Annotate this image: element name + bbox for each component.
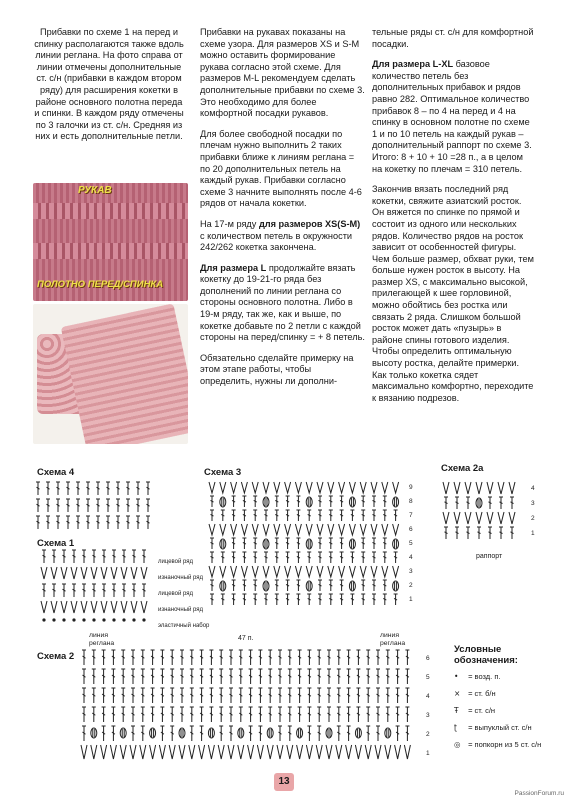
legend-item bbox=[454, 723, 554, 732]
stitch-v bbox=[252, 566, 258, 577]
popcorn-symbol bbox=[91, 728, 97, 738]
stitch-v bbox=[248, 745, 254, 759]
legend-text: = ст. б/н bbox=[466, 689, 496, 698]
popcorn-symbol bbox=[306, 581, 312, 591]
p3-part-a: На 17-м ряду bbox=[200, 218, 259, 229]
stitch-v bbox=[498, 482, 504, 494]
legend-text: = попкорн из 5 ст. с/н bbox=[466, 740, 542, 749]
stitch-v bbox=[382, 524, 388, 535]
stitch-v bbox=[487, 482, 493, 494]
schema2a-row-number: 1 bbox=[531, 530, 535, 537]
p1-part-b: базовое количество петель без дополнительных прибавок и рядов равно 282. Оптимальное количество прибавок 8 – по 4 на перед и 4 на спинку в основном полотне по схеме 1 и по 10 петель на каждый рукав – дополнительный раппорт по схеме 3. Итого: 8 + 10 + 10 =28 п., а в целом на кокетку по плечам = 310 петель. bbox=[372, 59, 532, 174]
schema4-diagram bbox=[34, 480, 156, 535]
stitch-v bbox=[241, 566, 247, 577]
stitch-v bbox=[316, 745, 322, 759]
column3-p1 bbox=[372, 59, 534, 175]
column2-p1: Прибавки на рукавах показаны на схеме узора. Для размеров XS и S-M можно оставить формирование рукава согласно этой схеме. Для размеров M-L рекомендуем сделать дополнительные прибавки по схеме 3. Это необходимо для более комфортной посадки рукавов. bbox=[200, 27, 365, 119]
schema3-row-number: 6 bbox=[409, 526, 413, 533]
stitch-v bbox=[487, 512, 493, 524]
stitch-v bbox=[110, 745, 116, 759]
p3-part-c: с количеством петель в окружности 242/262 кокетка закончена. bbox=[200, 230, 353, 253]
chain-dot bbox=[53, 619, 55, 621]
popcorn-symbol bbox=[306, 539, 312, 549]
stitch-v bbox=[238, 745, 244, 759]
legend-symbol-icon: • bbox=[454, 672, 459, 681]
stitch-v bbox=[509, 482, 515, 494]
stitch-v bbox=[454, 512, 460, 524]
stitch-v bbox=[209, 482, 215, 493]
stitch-v bbox=[159, 745, 165, 759]
schema3-row-number: 8 bbox=[409, 498, 413, 505]
site-watermark: PassionForum.ru bbox=[514, 790, 564, 797]
stitch-v bbox=[443, 512, 449, 524]
page-number: 13 bbox=[274, 773, 294, 791]
stitch-v bbox=[263, 482, 269, 493]
column2-p5: Обязательно сделайте примерку на этом этапе работы, чтобы определить, нужны ли дополни- bbox=[200, 352, 354, 387]
photo-yoke-closeup bbox=[33, 183, 188, 301]
stitch-v bbox=[169, 745, 175, 759]
schema2-row-number: 6 bbox=[426, 655, 430, 662]
column3-p2: Закончив вязать последний ряд кокетки, свяжите азиатский росток. Он вяжется по спинке по прямой и состоит из одного или нескольких рядов. Количество рядов на росток зависит от особенностей фигуры. Чем больше размер, обхват руки, тем больше нужен росток в высоту. На размер XS, с максимально высокой, прилегающей к шее горловиной, можно обойтись без ростка или связать 2 ряда. Слишком большой росток может дать «пузырь» в районе спины готового изделия. Чтобы определить оптимальную высоту ростка, делайте примерки. Как только кокетка сядет максимально комфортно, переходите к вязанию подрезов. bbox=[372, 184, 534, 403]
schema2-row-number: 2 bbox=[426, 731, 430, 738]
popcorn-symbol bbox=[349, 581, 355, 591]
popcorn-symbol bbox=[263, 539, 269, 549]
schema2a-caption: раппорт bbox=[476, 553, 503, 560]
stitch-v bbox=[257, 745, 263, 759]
stitch-v bbox=[295, 524, 301, 535]
legend-symbol-icon: ◎ bbox=[454, 740, 461, 749]
photo-band bbox=[33, 203, 188, 219]
popcorn-symbol bbox=[393, 539, 399, 549]
stitch-v bbox=[349, 566, 355, 577]
popcorn-symbol bbox=[220, 539, 226, 549]
stitch-v bbox=[140, 745, 146, 759]
column3-text bbox=[372, 27, 534, 413]
chain-dot bbox=[93, 619, 95, 621]
stitch-v bbox=[218, 745, 224, 759]
chain-dot bbox=[113, 619, 115, 621]
schema2a-title: Схема 2a bbox=[441, 463, 484, 474]
stitch-v bbox=[252, 482, 258, 493]
stitch-v bbox=[41, 567, 47, 579]
schema2a-row-number: 3 bbox=[531, 500, 535, 507]
stitch-v bbox=[328, 566, 334, 577]
stitch-v bbox=[81, 745, 87, 759]
stitch-v bbox=[339, 482, 345, 493]
stitch-v bbox=[209, 566, 215, 577]
p1-part-bold: Для размера L-XL bbox=[372, 59, 454, 70]
schema1-row-label: изнаночный ряд bbox=[158, 607, 204, 613]
stitch-v bbox=[297, 745, 303, 759]
schema3-row-number: 9 bbox=[409, 484, 413, 491]
legend-item bbox=[454, 706, 554, 715]
popcorn-symbol bbox=[208, 728, 214, 738]
popcorn-symbol bbox=[267, 728, 273, 738]
stitch-v bbox=[328, 482, 334, 493]
p3-part-bold: для размеров XS(S-M) bbox=[258, 218, 361, 229]
popcorn-symbol bbox=[393, 581, 399, 591]
chain-dot bbox=[103, 619, 105, 621]
column2-text bbox=[200, 27, 365, 397]
stitch-v bbox=[476, 482, 482, 494]
stitch-v bbox=[454, 482, 460, 494]
chain-dot bbox=[73, 619, 75, 621]
column2-p3 bbox=[200, 219, 365, 254]
chain-dot bbox=[143, 619, 145, 621]
schema1-title: Схема 1 bbox=[37, 538, 75, 549]
stitch-v bbox=[61, 567, 67, 579]
p4-part-b: продолжайте вязать кокетку до 19-21-го ряда без дополнений по линии реглана со стороны основного полотна. Либо в 19-м ряду, так же, как и выше, по кокетке добавьте по 2 петли с каждой стороны на перед/спинку = + 8 петель. bbox=[200, 262, 365, 343]
stitch-v bbox=[382, 482, 388, 493]
stitch-v bbox=[101, 601, 107, 613]
stitch-v bbox=[360, 566, 366, 577]
stitch-v bbox=[306, 524, 312, 535]
stitch-v bbox=[339, 566, 345, 577]
legend-symbol-icon: Ŧ bbox=[454, 706, 459, 715]
popcorn-symbol bbox=[263, 497, 269, 507]
stitch-v bbox=[498, 512, 504, 524]
stitch-v bbox=[306, 482, 312, 493]
schema3-row-number: 4 bbox=[409, 554, 413, 561]
column2-p4 bbox=[200, 263, 365, 344]
stitch-v bbox=[360, 482, 366, 493]
popcorn-symbol bbox=[179, 728, 185, 738]
stitch-v bbox=[179, 745, 185, 759]
stitch-v bbox=[328, 524, 334, 535]
schema2-left-raglan-label: линия реглана bbox=[89, 632, 115, 647]
stitch-v bbox=[274, 482, 280, 493]
stitch-v bbox=[51, 567, 57, 579]
legend-item bbox=[454, 672, 554, 681]
popcorn-symbol bbox=[263, 581, 269, 591]
stitch-v bbox=[252, 524, 258, 535]
schema2a-row-number: 2 bbox=[531, 515, 535, 522]
stitch-v bbox=[81, 601, 87, 613]
stitch-v bbox=[365, 745, 371, 759]
legend-item bbox=[454, 740, 554, 749]
stitch-v bbox=[404, 745, 410, 759]
popcorn-symbol bbox=[385, 728, 391, 738]
stitch-v bbox=[393, 524, 399, 535]
stitch-v bbox=[228, 745, 234, 759]
schema1-row-label: лицевой ряд bbox=[158, 591, 194, 597]
stitch-v bbox=[267, 745, 273, 759]
popcorn-symbol bbox=[349, 539, 355, 549]
stitch-v bbox=[101, 745, 107, 759]
stitch-v bbox=[346, 745, 352, 759]
popcorn-symbol bbox=[120, 728, 126, 738]
stitch-v bbox=[71, 567, 77, 579]
stitch-v bbox=[287, 745, 293, 759]
legend-text: = выпуклый ст. с/н bbox=[466, 723, 532, 732]
stitch-v bbox=[285, 566, 291, 577]
stitch-v bbox=[209, 524, 215, 535]
popcorn-symbol bbox=[326, 728, 332, 738]
stitch-v bbox=[285, 482, 291, 493]
chain-dot bbox=[63, 619, 65, 621]
photo-knit-piece bbox=[33, 304, 188, 444]
column1-text bbox=[34, 27, 184, 152]
stitch-v bbox=[120, 745, 126, 759]
schema3-diagram bbox=[208, 480, 408, 620]
stitch-v bbox=[326, 745, 332, 759]
stitch-v bbox=[395, 745, 401, 759]
stitch-v bbox=[465, 482, 471, 494]
stitch-v bbox=[220, 482, 226, 493]
schema3-row-number: 1 bbox=[409, 596, 413, 603]
stitch-v bbox=[111, 601, 117, 613]
popcorn-symbol bbox=[355, 728, 361, 738]
stitch-v bbox=[130, 745, 136, 759]
stitch-v bbox=[91, 567, 97, 579]
stitch-v bbox=[189, 745, 195, 759]
stitch-v bbox=[375, 745, 381, 759]
column3-p0: тельные ряды ст. с/н для комфортной посадки. bbox=[372, 27, 534, 49]
schema1-row-label: лицевой ряд bbox=[158, 559, 194, 565]
stitch-v bbox=[121, 601, 127, 613]
schema2-row-number: 3 bbox=[426, 712, 430, 719]
column1-paragraph: Прибавки по схеме 1 на перед и спинку располагаются также вдоль линии реглана. На фото справа от линии отмечены дополнительные ст. с/н (прибавки в каждом втором ряду) для расширения кокетки в районе основного полотна переда и спинки. В каждом ряду отмечены по 3 галочки из ст. с/н. Средняя из них и есть дополнительные петли. bbox=[34, 27, 184, 142]
schema3-row-number: 2 bbox=[409, 582, 413, 589]
stitch-v bbox=[274, 566, 280, 577]
stitch-v bbox=[336, 745, 342, 759]
stitch-v bbox=[220, 566, 226, 577]
stitch-v bbox=[263, 524, 269, 535]
p4-part-bold: Для размера L bbox=[200, 262, 267, 273]
popcorn-symbol bbox=[238, 728, 244, 738]
column2-p2: Для более свободной посадки по плечам нужно выполнить 2 таких прибавки ближе к линиям реглана = по 20 дополнительных петель на каждый рукав. Прибавки согласно схеме 3 начните выполнять после 4-6 рядов от начала кокетки. bbox=[200, 128, 362, 209]
schema2-stitch-count: 47 п. bbox=[238, 635, 254, 642]
stitch-v bbox=[306, 745, 312, 759]
photo-label-body: ПОЛОТНО ПЕРЕД/СПИНКА bbox=[37, 279, 164, 290]
stitch-v bbox=[317, 566, 323, 577]
stitch-v bbox=[71, 601, 77, 613]
schema2-row-number: 4 bbox=[426, 693, 430, 700]
stitch-v bbox=[131, 567, 137, 579]
stitch-v bbox=[61, 601, 67, 613]
stitch-v bbox=[277, 745, 283, 759]
stitch-v bbox=[465, 512, 471, 524]
schema1-diagram bbox=[40, 548, 155, 623]
stitch-v bbox=[274, 524, 280, 535]
stitch-v bbox=[231, 566, 237, 577]
stitch-v bbox=[349, 482, 355, 493]
popcorn-symbol bbox=[349, 497, 355, 507]
stitch-v bbox=[443, 482, 449, 494]
stitch-v bbox=[385, 745, 391, 759]
stitch-v bbox=[393, 566, 399, 577]
chain-dot bbox=[123, 619, 125, 621]
schema2a-diagram bbox=[442, 480, 532, 545]
legend-item bbox=[454, 689, 554, 698]
stitch-v bbox=[208, 745, 214, 759]
stitch-v bbox=[306, 566, 312, 577]
schema3-row-number: 7 bbox=[409, 512, 413, 519]
photo-label-sleeve: РУКАВ bbox=[78, 185, 112, 196]
chain-dot bbox=[133, 619, 135, 621]
schema1-row-label: эластичный набор bbox=[158, 623, 210, 629]
stitch-v bbox=[355, 745, 361, 759]
stitch-v bbox=[360, 524, 366, 535]
schema2-diagram bbox=[80, 640, 425, 770]
schema3-row-number: 3 bbox=[409, 568, 413, 575]
stitch-v bbox=[231, 482, 237, 493]
schema2-row-number: 1 bbox=[426, 750, 430, 757]
schema4-title: Схема 4 bbox=[37, 467, 75, 478]
stitch-v bbox=[382, 566, 388, 577]
stitch-v bbox=[371, 566, 377, 577]
chain-dot bbox=[43, 619, 45, 621]
schema2-right-raglan-label: линия реглана bbox=[380, 632, 406, 647]
stitch-v bbox=[101, 567, 107, 579]
stitch-v bbox=[131, 601, 137, 613]
photo-band bbox=[33, 243, 188, 259]
popcorn-symbol bbox=[297, 728, 303, 738]
popcorn-symbol bbox=[220, 497, 226, 507]
stitch-v bbox=[263, 566, 269, 577]
popcorn-symbol bbox=[476, 498, 482, 508]
legend-text: = возд. п. bbox=[466, 672, 501, 681]
stitch-v bbox=[141, 567, 147, 579]
stitch-v bbox=[295, 566, 301, 577]
schema2-title: Схема 2 bbox=[37, 651, 75, 662]
legend-title: Условные обозначения: bbox=[454, 644, 518, 666]
stitch-v bbox=[349, 524, 355, 535]
chain-dot bbox=[83, 619, 85, 621]
stitch-v bbox=[231, 524, 237, 535]
schema2-row-number: 5 bbox=[426, 674, 430, 681]
schema3-title: Схема 3 bbox=[204, 467, 242, 478]
schema1-row-label: изнаночный ряд bbox=[158, 575, 204, 581]
stitch-v bbox=[285, 524, 291, 535]
stitch-v bbox=[509, 512, 515, 524]
stitch-v bbox=[51, 601, 57, 613]
stitch-v bbox=[41, 601, 47, 613]
stitch-v bbox=[371, 524, 377, 535]
stitch-v bbox=[91, 601, 97, 613]
stitch-v bbox=[150, 745, 156, 759]
stitch-v bbox=[295, 482, 301, 493]
stitch-v bbox=[141, 601, 147, 613]
stitch-v bbox=[199, 745, 205, 759]
schema3-row-number: 5 bbox=[409, 540, 413, 547]
schema4-symbols bbox=[36, 482, 150, 529]
popcorn-symbol bbox=[220, 581, 226, 591]
photo-knit-body bbox=[61, 304, 188, 444]
popcorn-symbol bbox=[393, 497, 399, 507]
stitch-v bbox=[393, 482, 399, 493]
stitch-v bbox=[476, 512, 482, 524]
stitch-v bbox=[111, 567, 117, 579]
popcorn-symbol bbox=[306, 497, 312, 507]
stitch-v bbox=[91, 745, 97, 759]
legend-text: = ст. с/н bbox=[466, 706, 496, 715]
stitch-v bbox=[317, 482, 323, 493]
stitch-v bbox=[339, 524, 345, 535]
stitch-v bbox=[81, 567, 87, 579]
stitch-v bbox=[317, 524, 323, 535]
popcorn-symbol bbox=[150, 728, 156, 738]
stitch-v bbox=[220, 524, 226, 535]
stitch-v bbox=[241, 482, 247, 493]
stitch-v bbox=[371, 482, 377, 493]
legend-symbol-icon: ʈ bbox=[454, 723, 457, 732]
schema2a-row-number: 4 bbox=[531, 485, 535, 492]
stitch-v bbox=[241, 524, 247, 535]
stitch-v bbox=[121, 567, 127, 579]
legend-symbol-icon: × bbox=[454, 689, 461, 698]
